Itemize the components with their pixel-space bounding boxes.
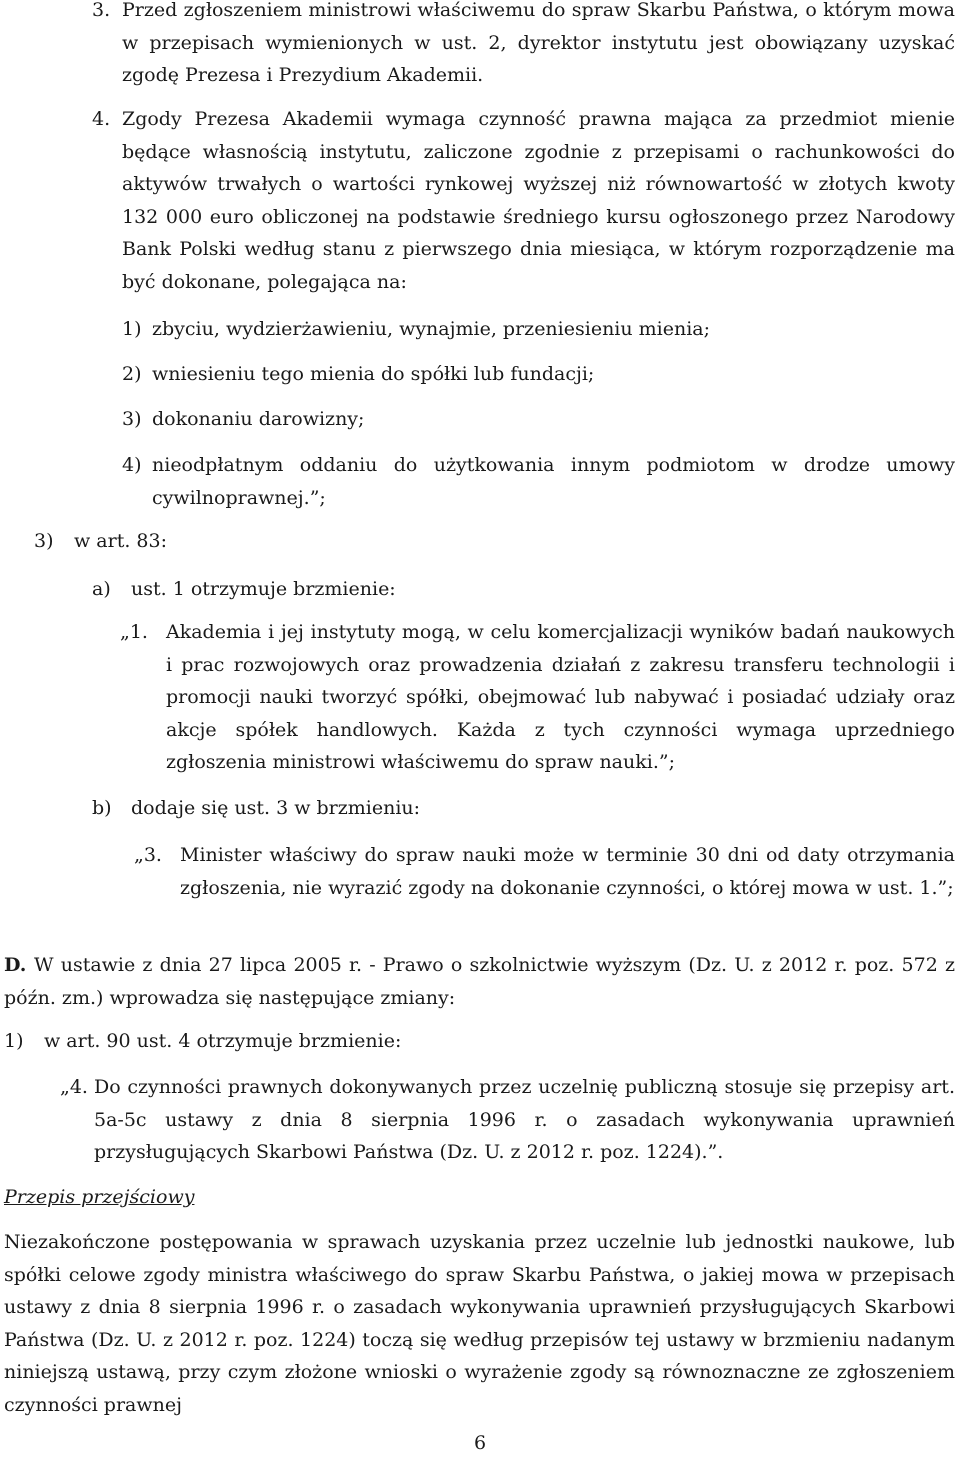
transitional-paragraph: Niezakończone postępowania w sprawach uzyskania przez uczelnie lub jednostki naukowe, lub spółki celowe zgody ministra właściwego do spraw Skarbu Państwa, o jakiej mowa w przepisach ustawy z dnia 8 sierpnia 1996 r. o zasadach wykonywania uprawnień przysługujących Skarbowi Państwa (Dz. U. z 2012 r. poz. 1224) toczą się według przepisów tej ustawy w brzmieniu nadanym niniejszą ustawą, przy czym złożone wnioski o wyrażenie zgody są równoznaczne ze zgłoszeniem czynności prawnej (4, 1231, 955, 1416)
section-d-letter: D. (4, 954, 27, 976)
point-1-text: w art. 90 ust. 4 otrzymuje brzmienie: (44, 1030, 402, 1052)
letter-b-text: dodaje się ust. 3 w brzmieniu: (131, 797, 421, 819)
quote-1-text: Akademia i jej instytuty mogą, w celu komercjalizacji wyników badań naukowych i prac rozwojowych oraz prowadzenia działań z zakresu transferu technologii i promocji nauki tworzyć spółki, obejmować lub nabywać i posiadać udziały oraz akcje spółek handlowych. Każda z tych czynności wymaga uprzedniego zgłoszenia ministrowi właściwemu do spraw nauki.”; (166, 621, 955, 774)
list-item-text: zbyciu, wydzierżawieniu, wynajmie, przeniesieniu mienia; (152, 318, 711, 340)
section-d-text: W ustawie z dnia 27 lipca 2005 r. - Prawo o szkolnictwie wyższym (Dz. U. z 2012 r. poz. 572 z późn. zm.) wprowadza się następujące zmiany: (4, 954, 955, 1009)
point-3-text: w art. 83: (74, 530, 168, 552)
quote-1-number: „1. (120, 621, 148, 643)
letter-a-number: a) (92, 578, 111, 600)
list-item-text: dokonaniu darowizny; (152, 408, 365, 430)
page-number: 6 (473, 1432, 487, 1454)
list-item-number: 2) (122, 363, 142, 385)
list-item-text: wniesieniu tego mienia do spółki lub fundacji; (152, 363, 595, 385)
list-item-text: nieodpłatnym oddaniu do użytkowania innym podmiotom w drodze umowy cywilnoprawnej.”; (152, 454, 955, 509)
point-3-number: 3) (34, 530, 54, 552)
list-item-number: 4) (122, 454, 142, 476)
paragraph-3-text: Przed zgłoszeniem ministrowi właściwemu do spraw Skarbu Państwa, o którym mowa w przepisach wymienionych w ust. 2, dyrektor instytutu jest obowiązany uzyskać zgodę Prezesa i Prezydium Akademii. (122, 0, 955, 87)
letter-a-text: ust. 1 otrzymuje brzmienie: (131, 578, 396, 600)
quote-3-text: Minister właściwy do spraw nauki może w terminie 30 dni od daty otrzymania zgłoszenia, nie wyrazić zgody na dokonanie czynności, o której mowa w ust. 1.”; (180, 844, 955, 899)
paragraph-4-text: Zgody Prezesa Akademii wymaga czynność prawna mająca za przedmiot mienie będące własnością instytutu, zaliczone zgodnie z przepisami o rachunkowości do aktywów trwałych o wartości rynkowej wyższej niż równowartość w złotych kwoty 132 000 euro obliczonej na podstawie średniego kursu ogłoszonego przez Narodowy Bank Polski według stanu z pierwszego dnia miesiąca, w którym rozporządzenie ma być dokonane, polegająca na: (122, 108, 955, 293)
list-item-number: 1) (122, 318, 142, 340)
quote-4-text: Do czynności prawnych dokonywanych przez uczelnię publiczną stosuje się przepisy art. 5a-5c ustawy z dnia 8 sierpnia 1996 r. o zasadach wykonywania uprawnień przysługujących Skarbowi Państwa (Dz. U. z 2012 r. poz. 1224).”. (94, 1076, 955, 1164)
paragraph-4-number: 4. (92, 108, 111, 130)
section-heading: Przepis przejściowy (4, 1186, 195, 1208)
point-1-number: 1) (4, 1030, 24, 1052)
list-item-number: 3) (122, 408, 142, 430)
paragraph-3-number: 3. (92, 0, 111, 21)
quote-4-number: „4. (60, 1076, 88, 1098)
letter-b-number: b) (92, 797, 112, 819)
quote-3-number: „3. (134, 844, 162, 866)
